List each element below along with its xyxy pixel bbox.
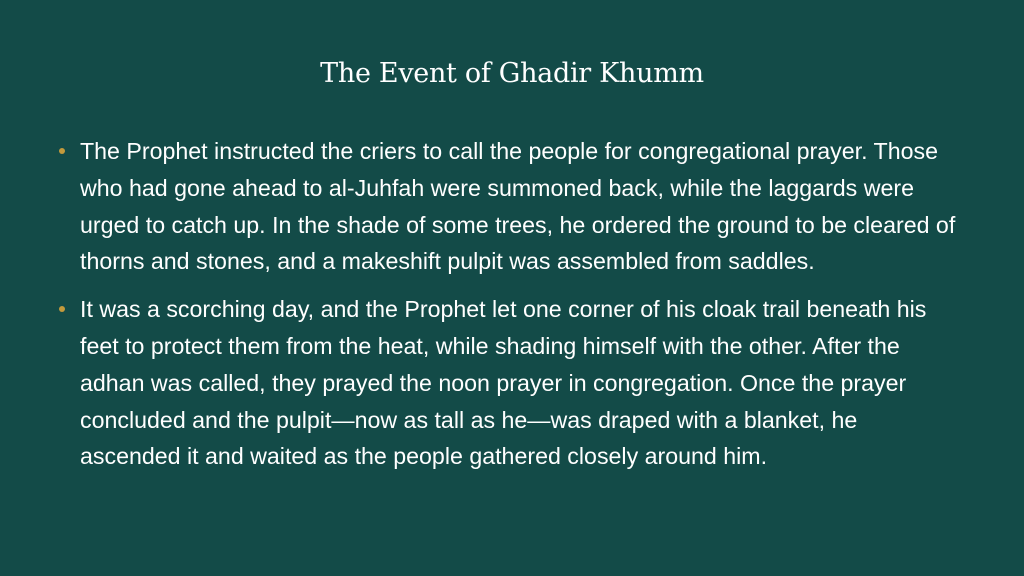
bullet-item: [56, 133, 961, 280]
bullet-item: [56, 291, 961, 475]
bullet-dot-icon: [59, 306, 65, 312]
bullet-text: It was a scorching day, and the Prophet let one corner of his cloak trail beneath his feet to protect them from the heat, while shading himself with the other. After the adhan was called, they prayed the noon prayer in congregation. Once the prayer concluded and the pulpit—now as tall as he—was draped with a blanket, he ascended it and waited as the people gathered closely around him.: [80, 296, 927, 470]
bullet-dot-icon: [59, 148, 65, 154]
bullet-text: The Prophet instructed the criers to call the people for congregational prayer. Those who had gone ahead to al-Juhfah were summoned back, while the laggards were urged to catch up. In the shade of some trees, he ordered the ground to be cleared of thorns and stones, and a makeshift pulpit was assembled from saddles.: [80, 138, 956, 275]
slide-title: The Event of Ghadir Khumm: [320, 58, 704, 89]
bullet-list: [56, 133, 961, 486]
